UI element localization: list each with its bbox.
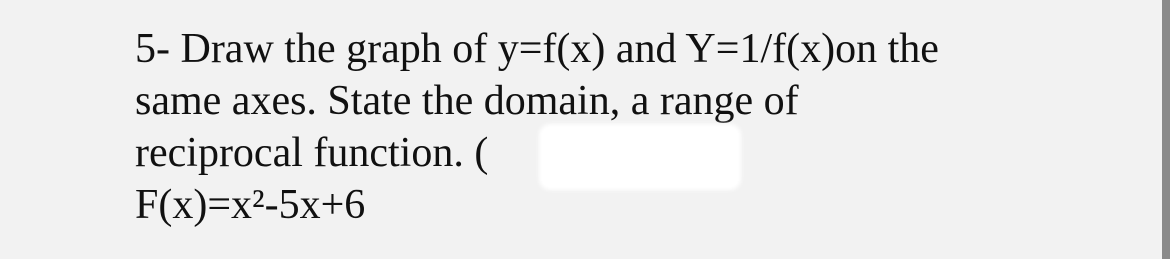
question-line-4: F(x)=x²-5x+6 bbox=[135, 182, 366, 228]
redaction-block bbox=[542, 127, 738, 187]
question-line-2: same axes. State the domain, a range of bbox=[135, 78, 799, 124]
scrollbar[interactable] bbox=[1162, 0, 1170, 259]
question-line-1: 5- Draw the graph of y=f(x) and Y=1/f(x)on the bbox=[135, 26, 939, 72]
question-text bbox=[135, 23, 939, 231]
question-line-3: reciprocal function. ( bbox=[135, 130, 489, 176]
